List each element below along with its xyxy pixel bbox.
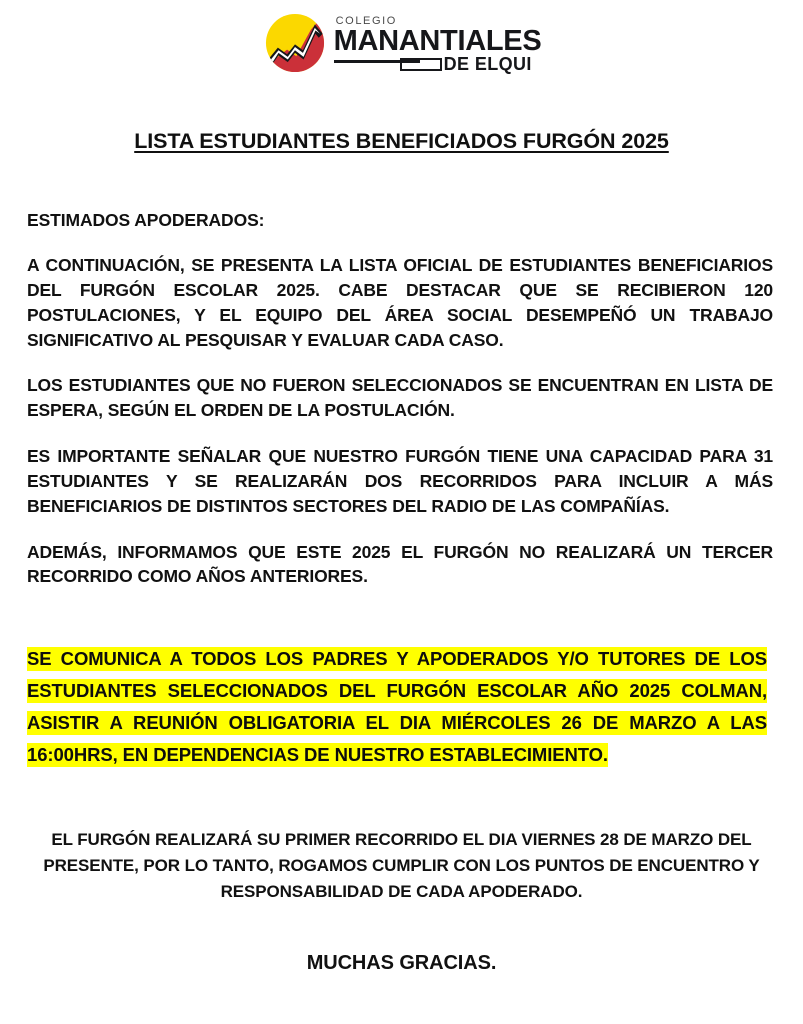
colegio-manantiales-logo-mark xyxy=(262,10,328,76)
highlighted-notice xyxy=(0,643,803,770)
logo-line-manantiales: MANANTIALES xyxy=(333,25,542,58)
paragraph-1: A CONTINUACIÓN, SE PRESENTA LA LISTA OFICIAL DE ESTUDIANTES BENEFICIARIOS DEL FURGÓN ESCOLAR 2025. CABE DESTACAR QUE SE RECIBIERON 120 POSTULACIONES, Y EL EQUIPO DEL ÁREA SOCIAL DESEMPEÑÓ UN TRABAJO SIGNIFICATIVO AL PESQUISAR Y EVALUAR CADA CASO. xyxy=(27,255,773,350)
highlighted-notice-text: SE COMUNICA A TODOS LOS PADRES Y APODERADOS Y/O TUTORES DE LOS ESTUDIANTES SELECCIONADOS DEL FURGÓN ESCOLAR AÑO 2025 COLMAN, ASISTIR A REUNIÓN OBLIGATORIA EL DIA MIÉRCOLES 26 DE MARZO A LAS 16:00HRS, EN DEPENDENCIAS DE NUESTRO ESTABLECIMIENTO. xyxy=(27,648,767,765)
page-title-text: LISTA ESTUDIANTES BENEFICIADOS FURGÓN 2025 xyxy=(134,129,669,153)
paragraph-3: ES IMPORTANTE SEÑALAR QUE NUESTRO FURGÓN TIENE UNA CAPACIDAD PARA 31 ESTUDIANTES Y SE REALIZARÁN DOS RECORRIDOS PARA INCLUIR A MÁS BENEFICIARIOS DE DISTINTOS SECTORES DEL RADIO DE LAS COMPAÑÍAS. xyxy=(27,446,773,516)
document-header xyxy=(0,0,803,82)
logo-line-de-elqui: DE ELQUI xyxy=(443,54,532,75)
highlighted-notice-paragraph xyxy=(27,643,767,770)
thanks-line: MUCHAS GRACIAS. xyxy=(306,951,497,974)
logo-bottom-row xyxy=(334,54,542,75)
document-body xyxy=(0,210,803,589)
school-logo-wordmark xyxy=(333,14,542,75)
page-title xyxy=(0,129,803,154)
school-logo xyxy=(262,10,542,76)
paragraph-4: ADEMÁS, INFORMAMOS QUE ESTE 2025 EL FURGÓN NO REALIZARÁ UN TERCER RECORRIDO COMO AÑOS ANTERIORES. xyxy=(27,541,773,587)
paragraph-2: LOS ESTUDIANTES QUE NO FUERON SELECCIONADOS SE ENCUENTRAN EN LISTA DE ESPERA, SEGÚN EL ORDEN DE LA POSTULACIÓN. xyxy=(27,375,773,421)
salutation: ESTIMADOS APODERADOS: xyxy=(27,210,265,230)
closing-paragraph: EL FURGÓN REALIZARÁ SU PRIMER RECORRIDO EL DIA VIERNES 28 DE MARZO DEL PRESENTE, POR LO TANTO, ROGAMOS CUMPLIR CON LOS PUNTOS DE ENCUENTRO Y RESPONSABILIDAD DE CADA APODERADO. xyxy=(43,829,760,902)
logo-arrow-decoration xyxy=(400,58,442,71)
logo-line-colegio: COLEGIO xyxy=(335,15,397,28)
